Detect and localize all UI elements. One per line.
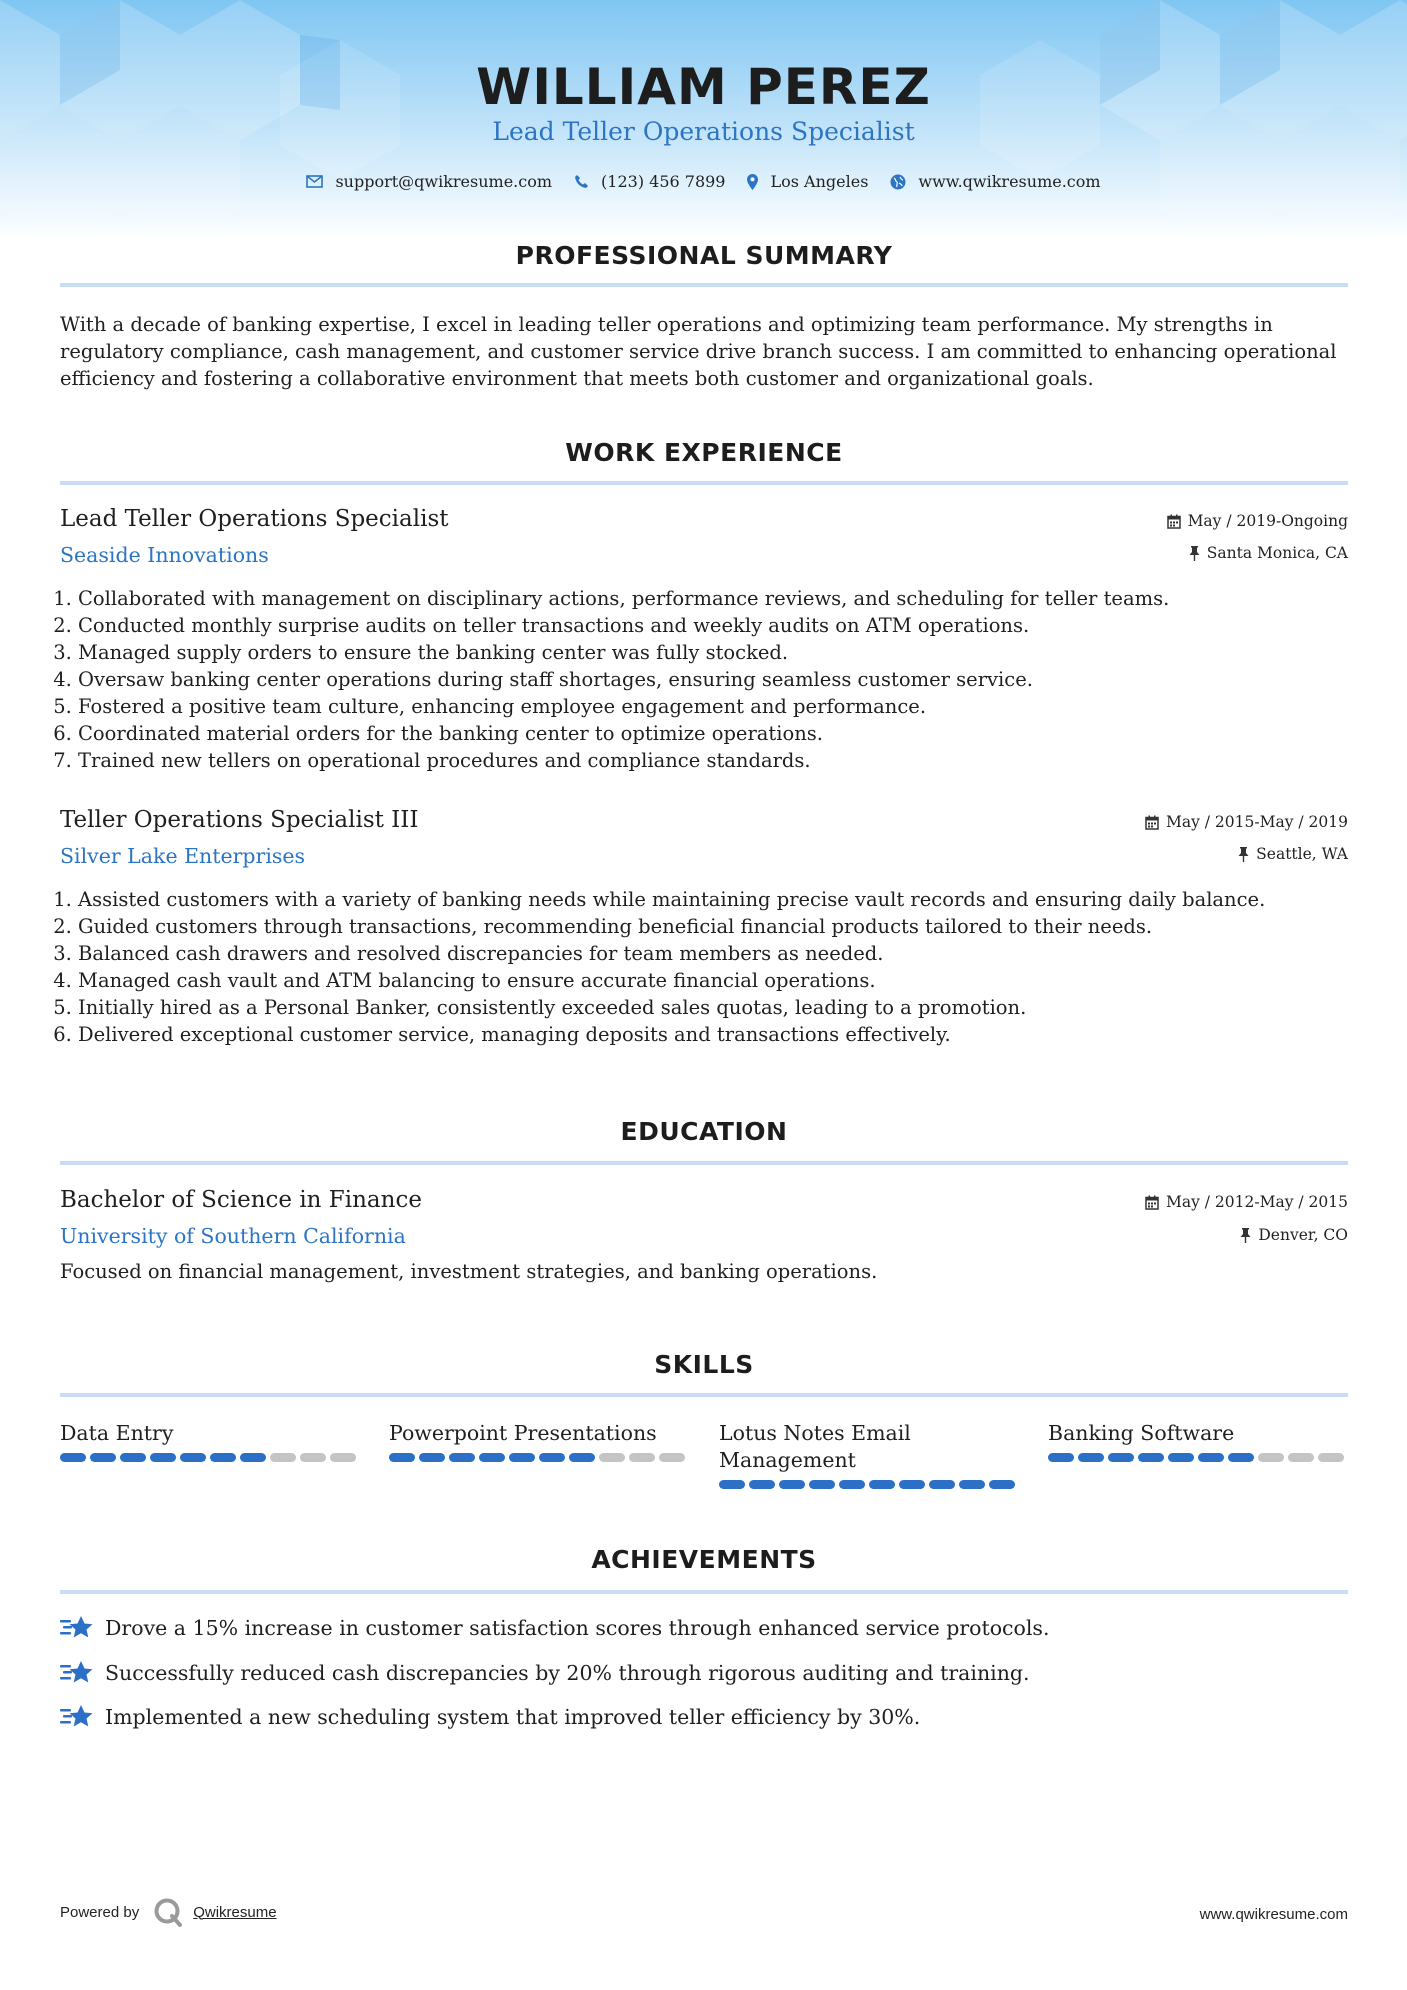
list-item: 5. Fostered a positive team culture, enhancing employee engagement and performance. [78, 693, 1358, 720]
skill-level-segment-filled [449, 1453, 475, 1462]
job-location [1189, 544, 1348, 562]
skill-level-segment-filled [839, 1480, 865, 1489]
skill-level-bar [719, 1480, 1019, 1489]
skill-level-segment-filled [809, 1480, 835, 1489]
contact-email[interactable] [306, 172, 552, 191]
job-bullets [60, 886, 1358, 1048]
skill-item [60, 1420, 360, 1462]
skill-level-segment-filled [419, 1453, 445, 1462]
education-divider [60, 1161, 1348, 1165]
achievement-text: Implemented a new scheduling system that improved teller efficiency by 30%. [105, 1705, 921, 1729]
skill-level-segment-empty [330, 1453, 356, 1462]
candidate-name: WILLIAM PEREZ [476, 58, 931, 116]
skill-level-segment-filled [509, 1453, 535, 1462]
skill-level-segment-empty [599, 1453, 625, 1462]
calendar-icon [1167, 514, 1181, 529]
job-title: Lead Teller Operations Specialist [60, 506, 449, 532]
job-bullets [60, 585, 1358, 774]
skill-level-segment-filled [389, 1453, 415, 1462]
achievements-heading: ACHIEVEMENTS [591, 1545, 817, 1574]
education-date [1145, 1193, 1348, 1211]
contact-location [747, 172, 868, 191]
contact-bar [0, 172, 1407, 191]
job-title: Teller Operations Specialist III [60, 807, 419, 833]
powered-by-label: Powered by [60, 1903, 140, 1921]
summary-heading: PROFESSIONAL SUMMARY [515, 241, 893, 270]
list-item: 3. Balanced cash drawers and resolved discrepancies for team members as needed. [78, 940, 1358, 967]
skill-level-segment-filled [90, 1453, 116, 1462]
education-heading: EDUCATION [620, 1117, 788, 1146]
skill-name: Banking Software [1048, 1421, 1235, 1445]
achievement-text: Successfully reduced cash discrepancies by 20% through rigorous auditing and training. [105, 1661, 1030, 1685]
list-item: 4. Managed cash vault and ATM balancing to ensure accurate financial operations. [78, 967, 1358, 994]
skill-level-segment-empty [659, 1453, 685, 1462]
skill-level-segment-filled [180, 1453, 206, 1462]
skills-heading: SKILLS [654, 1350, 754, 1379]
skill-level-segment-filled [120, 1453, 146, 1462]
skill-name: Powerpoint Presentations [389, 1421, 657, 1445]
education-location [1240, 1226, 1348, 1244]
list-item: 1. Collaborated with management on disciplinary actions, performance reviews, and scheduling for teller teams. [78, 585, 1358, 612]
pushpin-icon [1189, 546, 1200, 561]
skill-level-segment-filled [719, 1480, 745, 1489]
calendar-icon [1145, 815, 1159, 830]
skill-level-segment-filled [929, 1480, 955, 1489]
job-location-text: Santa Monica, CA [1206, 544, 1348, 562]
education-location-text: Denver, CO [1258, 1226, 1348, 1244]
shooting-star-icon [60, 1704, 93, 1730]
skill-level-segment-filled [1078, 1453, 1104, 1462]
list-item: 6. Coordinated material orders for the banking center to optimize operations. [78, 720, 1358, 747]
achievement-item [60, 1704, 920, 1730]
skill-level-bar [389, 1453, 689, 1462]
skill-level-segment-filled [989, 1480, 1015, 1489]
skill-level-bar [60, 1453, 360, 1462]
achievement-item [60, 1660, 1030, 1686]
skill-level-segment-filled [150, 1453, 176, 1462]
skill-level-segment-filled [539, 1453, 565, 1462]
experience-heading: WORK EXPERIENCE [565, 438, 843, 467]
job-date [1167, 512, 1348, 530]
skill-level-segment-filled [1198, 1453, 1224, 1462]
website-text: www.qwikresume.com [918, 172, 1101, 191]
skill-level-segment-filled [1138, 1453, 1164, 1462]
brand-link[interactable]: Qwikresume [193, 1903, 277, 1921]
skill-level-segment-filled [240, 1453, 266, 1462]
skill-level-segment-filled [479, 1453, 505, 1462]
skill-level-segment-filled [569, 1453, 595, 1462]
skill-level-segment-filled [1228, 1453, 1254, 1462]
list-item: 6. Delivered exceptional customer service, managing deposits and transactions effectively. [78, 1021, 1358, 1048]
skill-item [719, 1420, 1019, 1489]
location-text: Los Angeles [770, 172, 869, 191]
skill-level-segment-filled [1048, 1453, 1074, 1462]
job-company: Seaside Innovations [60, 543, 269, 567]
school-name: University of Southern California [60, 1224, 406, 1248]
achievement-item [60, 1615, 1049, 1641]
envelope-icon [306, 175, 323, 188]
job-company: Silver Lake Enterprises [60, 844, 306, 868]
candidate-title: Lead Teller Operations Specialist [492, 117, 915, 146]
list-item: 3. Managed supply orders to ensure the banking center was fully stocked. [78, 639, 1358, 666]
contact-website[interactable] [890, 172, 1100, 191]
summary-divider [60, 283, 1348, 287]
shooting-star-icon [60, 1615, 93, 1641]
skill-item [389, 1420, 689, 1462]
skill-level-segment-filled [1168, 1453, 1194, 1462]
experience-divider [60, 481, 1348, 485]
list-item: 7. Trained new tellers on operational procedures and compliance standards. [78, 747, 1358, 774]
skill-level-segment-filled [210, 1453, 236, 1462]
job-date [1145, 813, 1348, 831]
contact-phone[interactable] [574, 172, 725, 191]
calendar-icon [1145, 1195, 1159, 1210]
job-date-text: May / 2019-Ongoing [1187, 512, 1348, 530]
phone-icon [574, 174, 589, 189]
email-text: support@qwikresume.com [335, 172, 553, 191]
map-pin-icon [747, 174, 758, 190]
skill-level-segment-filled [959, 1480, 985, 1489]
skill-level-segment-empty [629, 1453, 655, 1462]
pushpin-icon [1240, 1228, 1251, 1243]
list-item: 2. Conducted monthly surprise audits on teller transactions and weekly audits on ATM operations. [78, 612, 1358, 639]
achievement-text: Drove a 15% increase in customer satisfaction scores through enhanced service protocols. [105, 1616, 1050, 1640]
qwikresume-logo-icon [153, 1897, 183, 1927]
skill-level-segment-empty [1288, 1453, 1314, 1462]
list-item: 1. Assisted customers with a variety of banking needs while maintaining precise vault records and ensuring daily balance. [78, 886, 1358, 913]
footer-powered-by [60, 1897, 277, 1927]
achievements-divider [60, 1590, 1348, 1594]
education-date-text: May / 2012-May / 2015 [1165, 1193, 1348, 1211]
skill-level-segment-filled [1108, 1453, 1134, 1462]
globe-icon [890, 174, 906, 190]
pushpin-icon [1238, 847, 1249, 862]
list-item: 4. Oversaw banking center operations during staff shortages, ensuring seamless customer service. [78, 666, 1358, 693]
footer-website[interactable]: www.qwikresume.com [1199, 1906, 1348, 1923]
list-item: 5. Initially hired as a Personal Banker, consistently exceeded sales quotas, leading to a promotion. [78, 994, 1358, 1021]
skill-level-segment-empty [1318, 1453, 1344, 1462]
skill-item [1048, 1420, 1348, 1462]
skill-level-segment-empty [300, 1453, 326, 1462]
skills-divider [60, 1393, 1348, 1397]
skill-name: Lotus Notes Email Management [719, 1421, 911, 1472]
education-description: Focused on financial management, investment strategies, and banking operations. [60, 1260, 878, 1283]
skill-level-segment-filled [749, 1480, 775, 1489]
summary-text: With a decade of banking expertise, I excel in leading teller operations and optimizing team performance. My strengths in regulatory compliance, cash management, and customer service drive branch success. I am committed to enhancing operational efficiency and fostering a collaborative environment that meets both customer and organizational goals. [60, 313, 1337, 390]
job-location [1238, 845, 1348, 863]
skill-level-segment-filled [779, 1480, 805, 1489]
skill-level-segment-filled [899, 1480, 925, 1489]
list-item: 2. Guided customers through transactions, recommending beneficial financial products tailored to their needs. [78, 913, 1358, 940]
job-date-text: May / 2015-May / 2019 [1165, 813, 1348, 831]
skill-level-segment-empty [270, 1453, 296, 1462]
job-location-text: Seattle, WA [1256, 845, 1348, 863]
skill-level-segment-filled [60, 1453, 86, 1462]
skill-name: Data Entry [60, 1421, 174, 1445]
skill-level-bar [1048, 1453, 1348, 1462]
shooting-star-icon [60, 1660, 93, 1686]
phone-text: (123) 456 7899 [601, 172, 726, 191]
skill-level-segment-filled [869, 1480, 895, 1489]
skill-level-segment-empty [1258, 1453, 1284, 1462]
degree-title: Bachelor of Science in Finance [60, 1187, 422, 1213]
